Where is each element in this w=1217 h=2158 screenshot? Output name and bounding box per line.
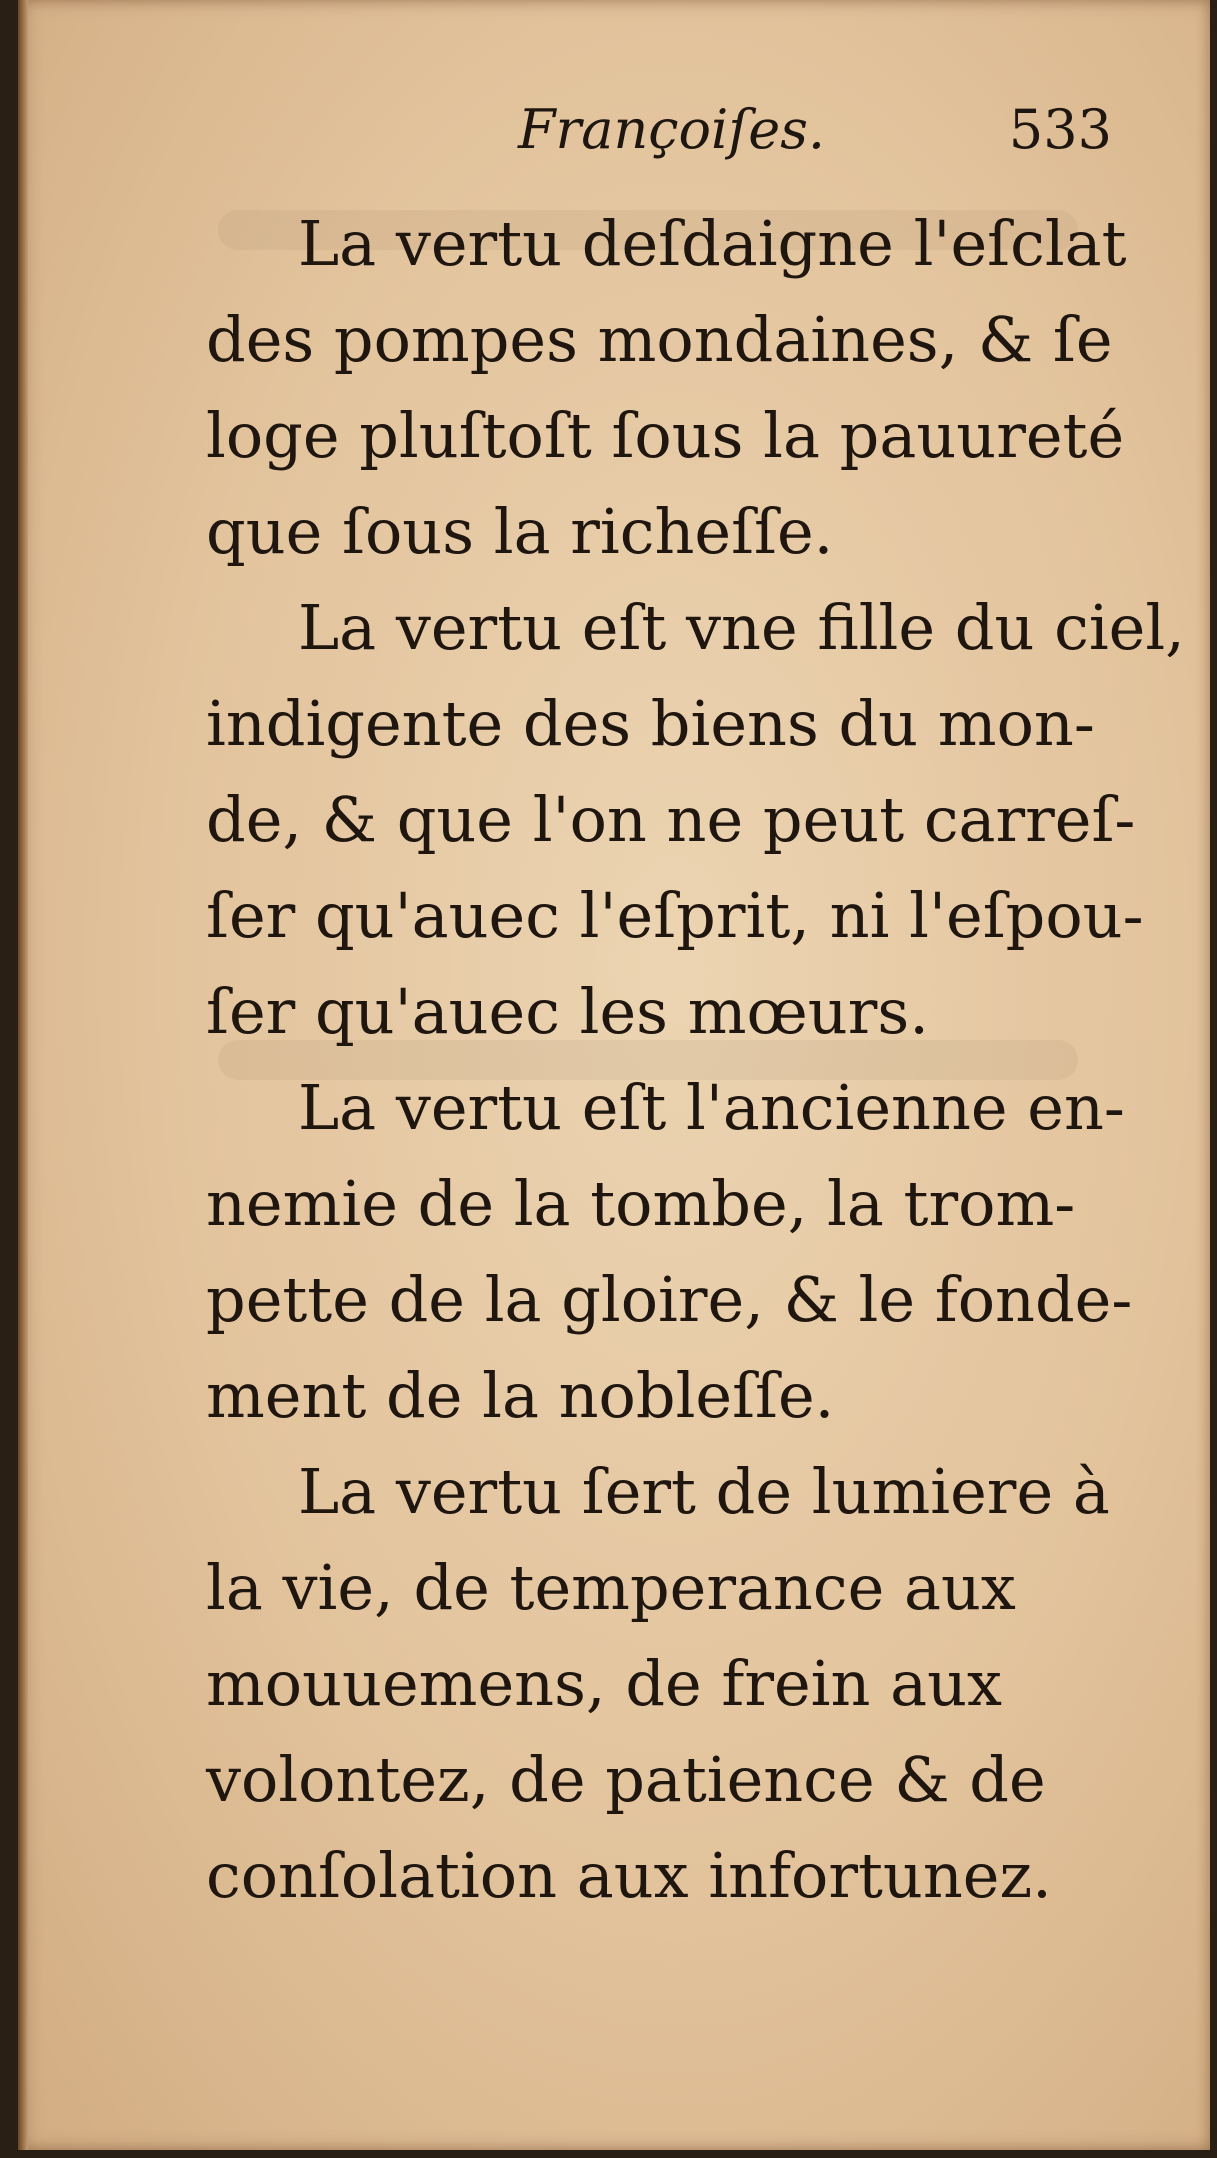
- text-line: La vertu eſt vne fille du ciel,: [298, 591, 1185, 664]
- text-line: nemie de la tombe, la trom-: [206, 1167, 1076, 1240]
- text-line: indigente des biens du mon-: [206, 687, 1095, 760]
- paragraph: [206, 1060, 1136, 1444]
- running-head: [198, 98, 1130, 178]
- body-text: [206, 196, 1185, 1924]
- paragraph: [206, 1444, 1136, 1924]
- text-line: La vertu eſt l'ancienne en-: [298, 1071, 1125, 1144]
- text-line: ment de la nobleſſe.: [206, 1359, 835, 1432]
- text-line: La vertu ſert de lumiere à: [298, 1455, 1110, 1528]
- text-line: des pompes mondaines, & ſe: [206, 303, 1113, 376]
- book-page: [18, 0, 1210, 2150]
- page-gutter: [18, 0, 28, 2150]
- text-line: loge pluſtoſt ſous la pauureté: [206, 399, 1125, 472]
- text-line: conſolation aux infortunez.: [206, 1839, 1052, 1912]
- paragraph: [206, 196, 1136, 580]
- paragraph: [206, 580, 1185, 1060]
- text-line: ſer qu'auec l'eſprit, ni l'eſpou-: [206, 879, 1144, 952]
- text-line: La vertu deſdaigne l'eſclat: [298, 207, 1127, 280]
- running-head-title: Françoiſes.: [518, 98, 826, 161]
- page-number: 533: [1008, 98, 1112, 161]
- text-line: volontez, de patience & de: [206, 1743, 1046, 1816]
- text-line: mouuemens, de frein aux: [206, 1647, 1003, 1720]
- text-line: pette de la gloire, & le fonde-: [206, 1263, 1133, 1336]
- text-line: ſer qu'auec les mœurs.: [206, 975, 929, 1048]
- text-line: de, & que l'on ne peut carreſ-: [206, 783, 1136, 856]
- text-line: que ſous la richeſſe.: [206, 495, 834, 568]
- text-line: la vie, de temperance aux: [206, 1551, 1016, 1624]
